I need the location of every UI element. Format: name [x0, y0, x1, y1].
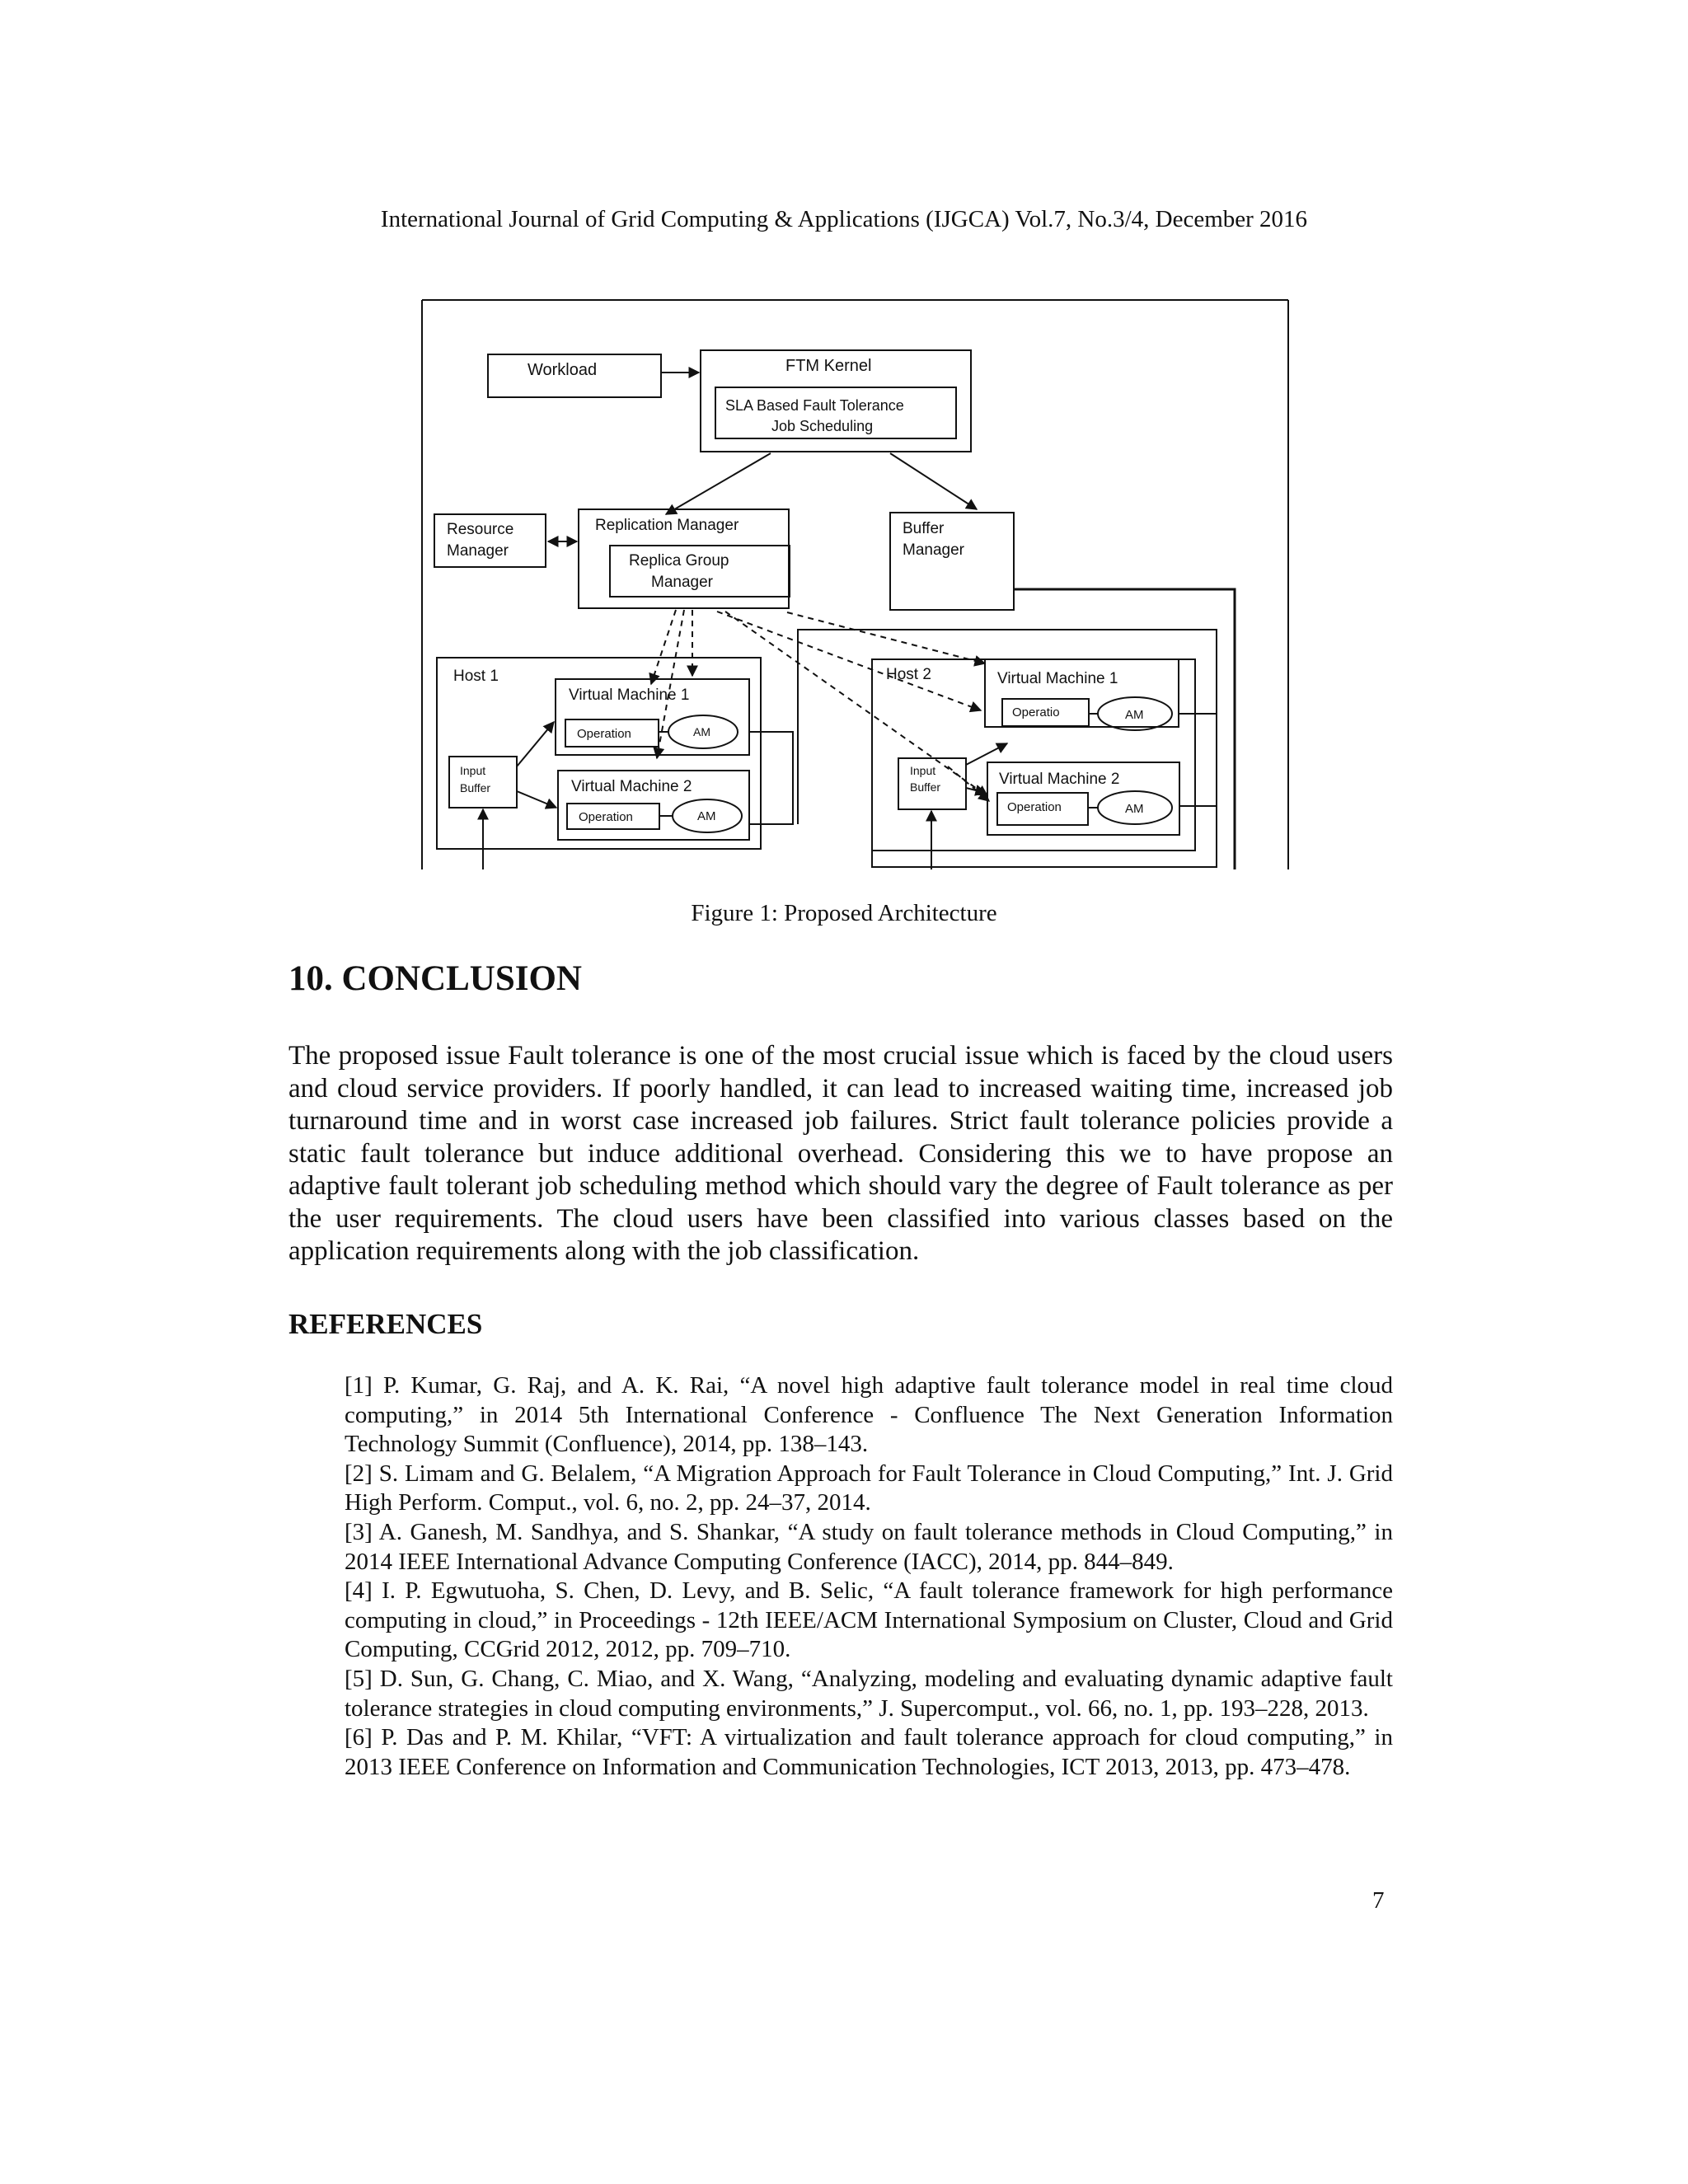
h2-am2-label: AM — [1125, 802, 1144, 816]
resource-label-line2: Manager — [447, 542, 509, 560]
sla-label-line1: SLA Based Fault Tolerance — [725, 397, 904, 414]
host2-label: Host 2 — [886, 666, 931, 683]
references-list — [345, 1371, 1393, 1782]
sla-label-line2: Job Scheduling — [771, 418, 874, 434]
reference-item: [3] A. Ganesh, M. Sandhya, and S. Shankar, “A study on fault tolerance methods in Cloud Computing,” in 2014 IEEE International Advance Computing Conference (IACC), 2014, pp. 844–849. — [345, 1518, 1393, 1575]
architecture-diagram — [420, 298, 1290, 871]
h1-op2-label: Operation — [579, 810, 633, 824]
architecture-figure — [420, 298, 1290, 871]
h2-vm2-label: Virtual Machine 2 — [999, 771, 1120, 788]
conclusion-heading: 10. CONCLUSION — [288, 959, 582, 998]
h2-am1-label: AM — [1125, 708, 1144, 722]
h2-input-label-line2: Buffer — [910, 780, 941, 794]
h2-vm1-label: Virtual Machine 1 — [997, 670, 1118, 687]
replication-label: Replication Manager — [595, 517, 739, 534]
page-number: 7 — [1372, 1887, 1385, 1914]
figure-caption: Figure 1: Proposed Architecture — [691, 900, 997, 926]
reference-item: [6] P. Das and P. M. Khilar, “VFT: A virtualization and fault tolerance approach for cloud computing,” in 2013 IEEE Conference on Information and Communication Technologies, ICT 2013, 2013, pp. 473–478. — [345, 1724, 1393, 1780]
h1-input-label-line2: Buffer — [460, 781, 491, 794]
host1-label: Host 1 — [453, 668, 499, 685]
buffer-label-line2: Manager — [903, 541, 964, 559]
h1-am1-label: AM — [693, 725, 710, 738]
h1-vm1-label: Virtual Machine 1 — [569, 687, 690, 704]
replica-label-line1: Replica Group — [629, 552, 729, 569]
ftm-kernel-label: FTM Kernel — [785, 357, 872, 375]
references-heading: REFERENCES — [288, 1308, 483, 1340]
reference-item: [4] I. P. Egwutuoha, S. Chen, D. Levy, and B. Selic, “A fault tolerance framework for high performance computing in cloud,” in Proceedings - 12th IEEE/ACM International Symposium on Cluster, Cloud and Grid Computing, CCGrid 2012, 2012, pp. 709–710. — [345, 1577, 1393, 1663]
h1-vm2-label: Virtual Machine 2 — [571, 778, 692, 795]
conclusion-paragraph: The proposed issue Fault tolerance is one of the most crucial issue which is faced by the cloud users and cloud service providers. If poorly handled, it can lead to increased waiting time, increased job turnaround time and in worst case increased job failures. Strict fault tolerance policies provide a static fault tolerance but induce additional overhead. Considering this we to have propose an adaptive fault tolerant job scheduling method which should vary the degree of Fault tolerance as per the user requirements. The cloud users have been classified into various classes based on the application requirements along with the job classification. — [288, 1041, 1393, 1266]
running-header: International Journal of Grid Computing & Applications (IJGCA) Vol.7, No.3/4, December 2016 — [380, 206, 1308, 232]
buffer-label-line1: Buffer — [903, 520, 945, 537]
reference-item: [1] P. Kumar, G. Raj, and A. K. Rai, “A novel high adaptive fault tolerance model in real time cloud computing,” in 2014 5th International Conference - Confluence The Next Generation Information Technology Summit (Confluence), 2014, pp. 138–143. — [345, 1372, 1393, 1458]
resource-label-line1: Resource — [447, 521, 514, 538]
workload-label: Workload — [528, 361, 598, 379]
h2-op2-label: Operation — [1007, 800, 1062, 814]
h1-input-label-line1: Input — [460, 764, 486, 777]
h2-op1-label: Operatio — [1012, 705, 1060, 719]
h1-am2-label: AM — [697, 809, 716, 823]
replica-label-line2: Manager — [651, 574, 713, 591]
reference-item: [2] S. Limam and G. Belalem, “A Migration Approach for Fault Tolerance in Cloud Computing,” Int. J. Grid High Perform. Comput., vol. 6, no. 2, pp. 24–37, 2014. — [345, 1460, 1393, 1516]
h1-op1-label: Operation — [577, 727, 631, 741]
reference-item: [5] D. Sun, G. Chang, C. Miao, and X. Wang, “Analyzing, modeling and evaluating dynamic adaptive fault tolerance strategies in cloud computing environments,” J. Supercomput., vol. 66, no. 1, pp. 193–228, 2013. — [345, 1665, 1393, 1722]
h2-input-label-line1: Input — [910, 764, 936, 777]
